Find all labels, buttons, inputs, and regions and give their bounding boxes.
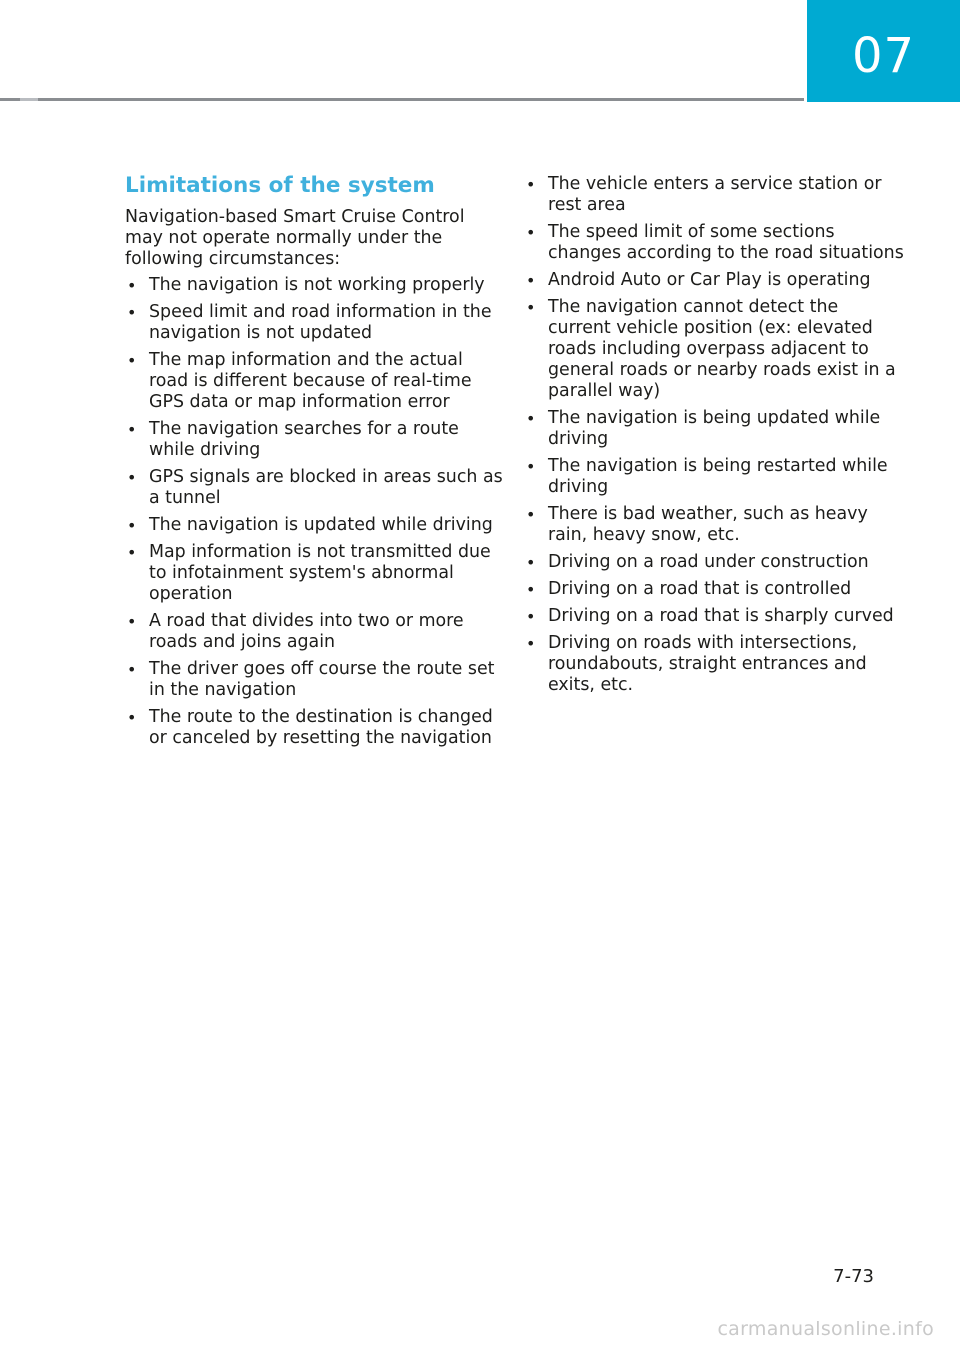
right-bullet-list: [524, 174, 904, 696]
header-rule: [0, 98, 804, 101]
chapter-tab: 07: [807, 0, 960, 102]
list-item: • The map information and the actual road is different because of real-time GPS data or map information error: [125, 350, 505, 413]
page-number: 7-73: [833, 1266, 874, 1287]
list-item: • Speed limit and road information in the navigation is not updated: [125, 302, 505, 344]
list-item: • Android Auto or Car Play is operating: [524, 270, 904, 291]
left-bullet-list: [125, 275, 505, 749]
section-intro: Navigation-based Smart Cruise Control may not operate normally under the following circumstances:: [125, 207, 465, 269]
header-rule-accent: [20, 98, 38, 101]
list-item: • Driving on a road that is controlled: [524, 579, 904, 600]
right-column: [524, 174, 904, 702]
list-item: • The driver goes off course the route set in the navigation: [125, 659, 505, 701]
watermark: carmanualsonline.info: [717, 1318, 934, 1340]
list-item: • Map information is not transmitted due to infotainment system's abnormal operation: [125, 542, 505, 605]
list-item: • The navigation is being restarted while driving: [524, 456, 904, 498]
list-item: • The vehicle enters a service station or rest area: [524, 174, 904, 216]
left-column: [125, 172, 505, 755]
list-item: • A road that divides into two or more roads and joins again: [125, 611, 505, 653]
list-item: • The navigation searches for a route while driving: [125, 419, 505, 461]
list-item: • The speed limit of some sections changes according to the road situations: [524, 222, 904, 264]
list-item: • Driving on roads with intersections, roundabouts, straight entrances and exits, etc.: [524, 633, 904, 696]
list-item: • The navigation is being updated while driving: [524, 408, 904, 450]
list-item: • Driving on a road that is sharply curved: [524, 606, 904, 627]
list-item: • GPS signals are blocked in areas such as a tunnel: [125, 467, 505, 509]
list-item: • There is bad weather, such as heavy rain, heavy snow, etc.: [524, 504, 904, 546]
list-item: • Driving on a road under construction: [524, 552, 904, 573]
list-item: • The navigation cannot detect the current vehicle position (ex: elevated roads including overpass adjacent to general roads or nearby roads exist in a parallel way): [524, 297, 904, 402]
section-title: Limitations of the system: [125, 173, 435, 198]
list-item: • The route to the destination is changed or canceled by resetting the navigation: [125, 707, 505, 749]
list-item: • The navigation is updated while driving: [125, 515, 505, 536]
list-item: • The navigation is not working properly: [125, 275, 505, 296]
